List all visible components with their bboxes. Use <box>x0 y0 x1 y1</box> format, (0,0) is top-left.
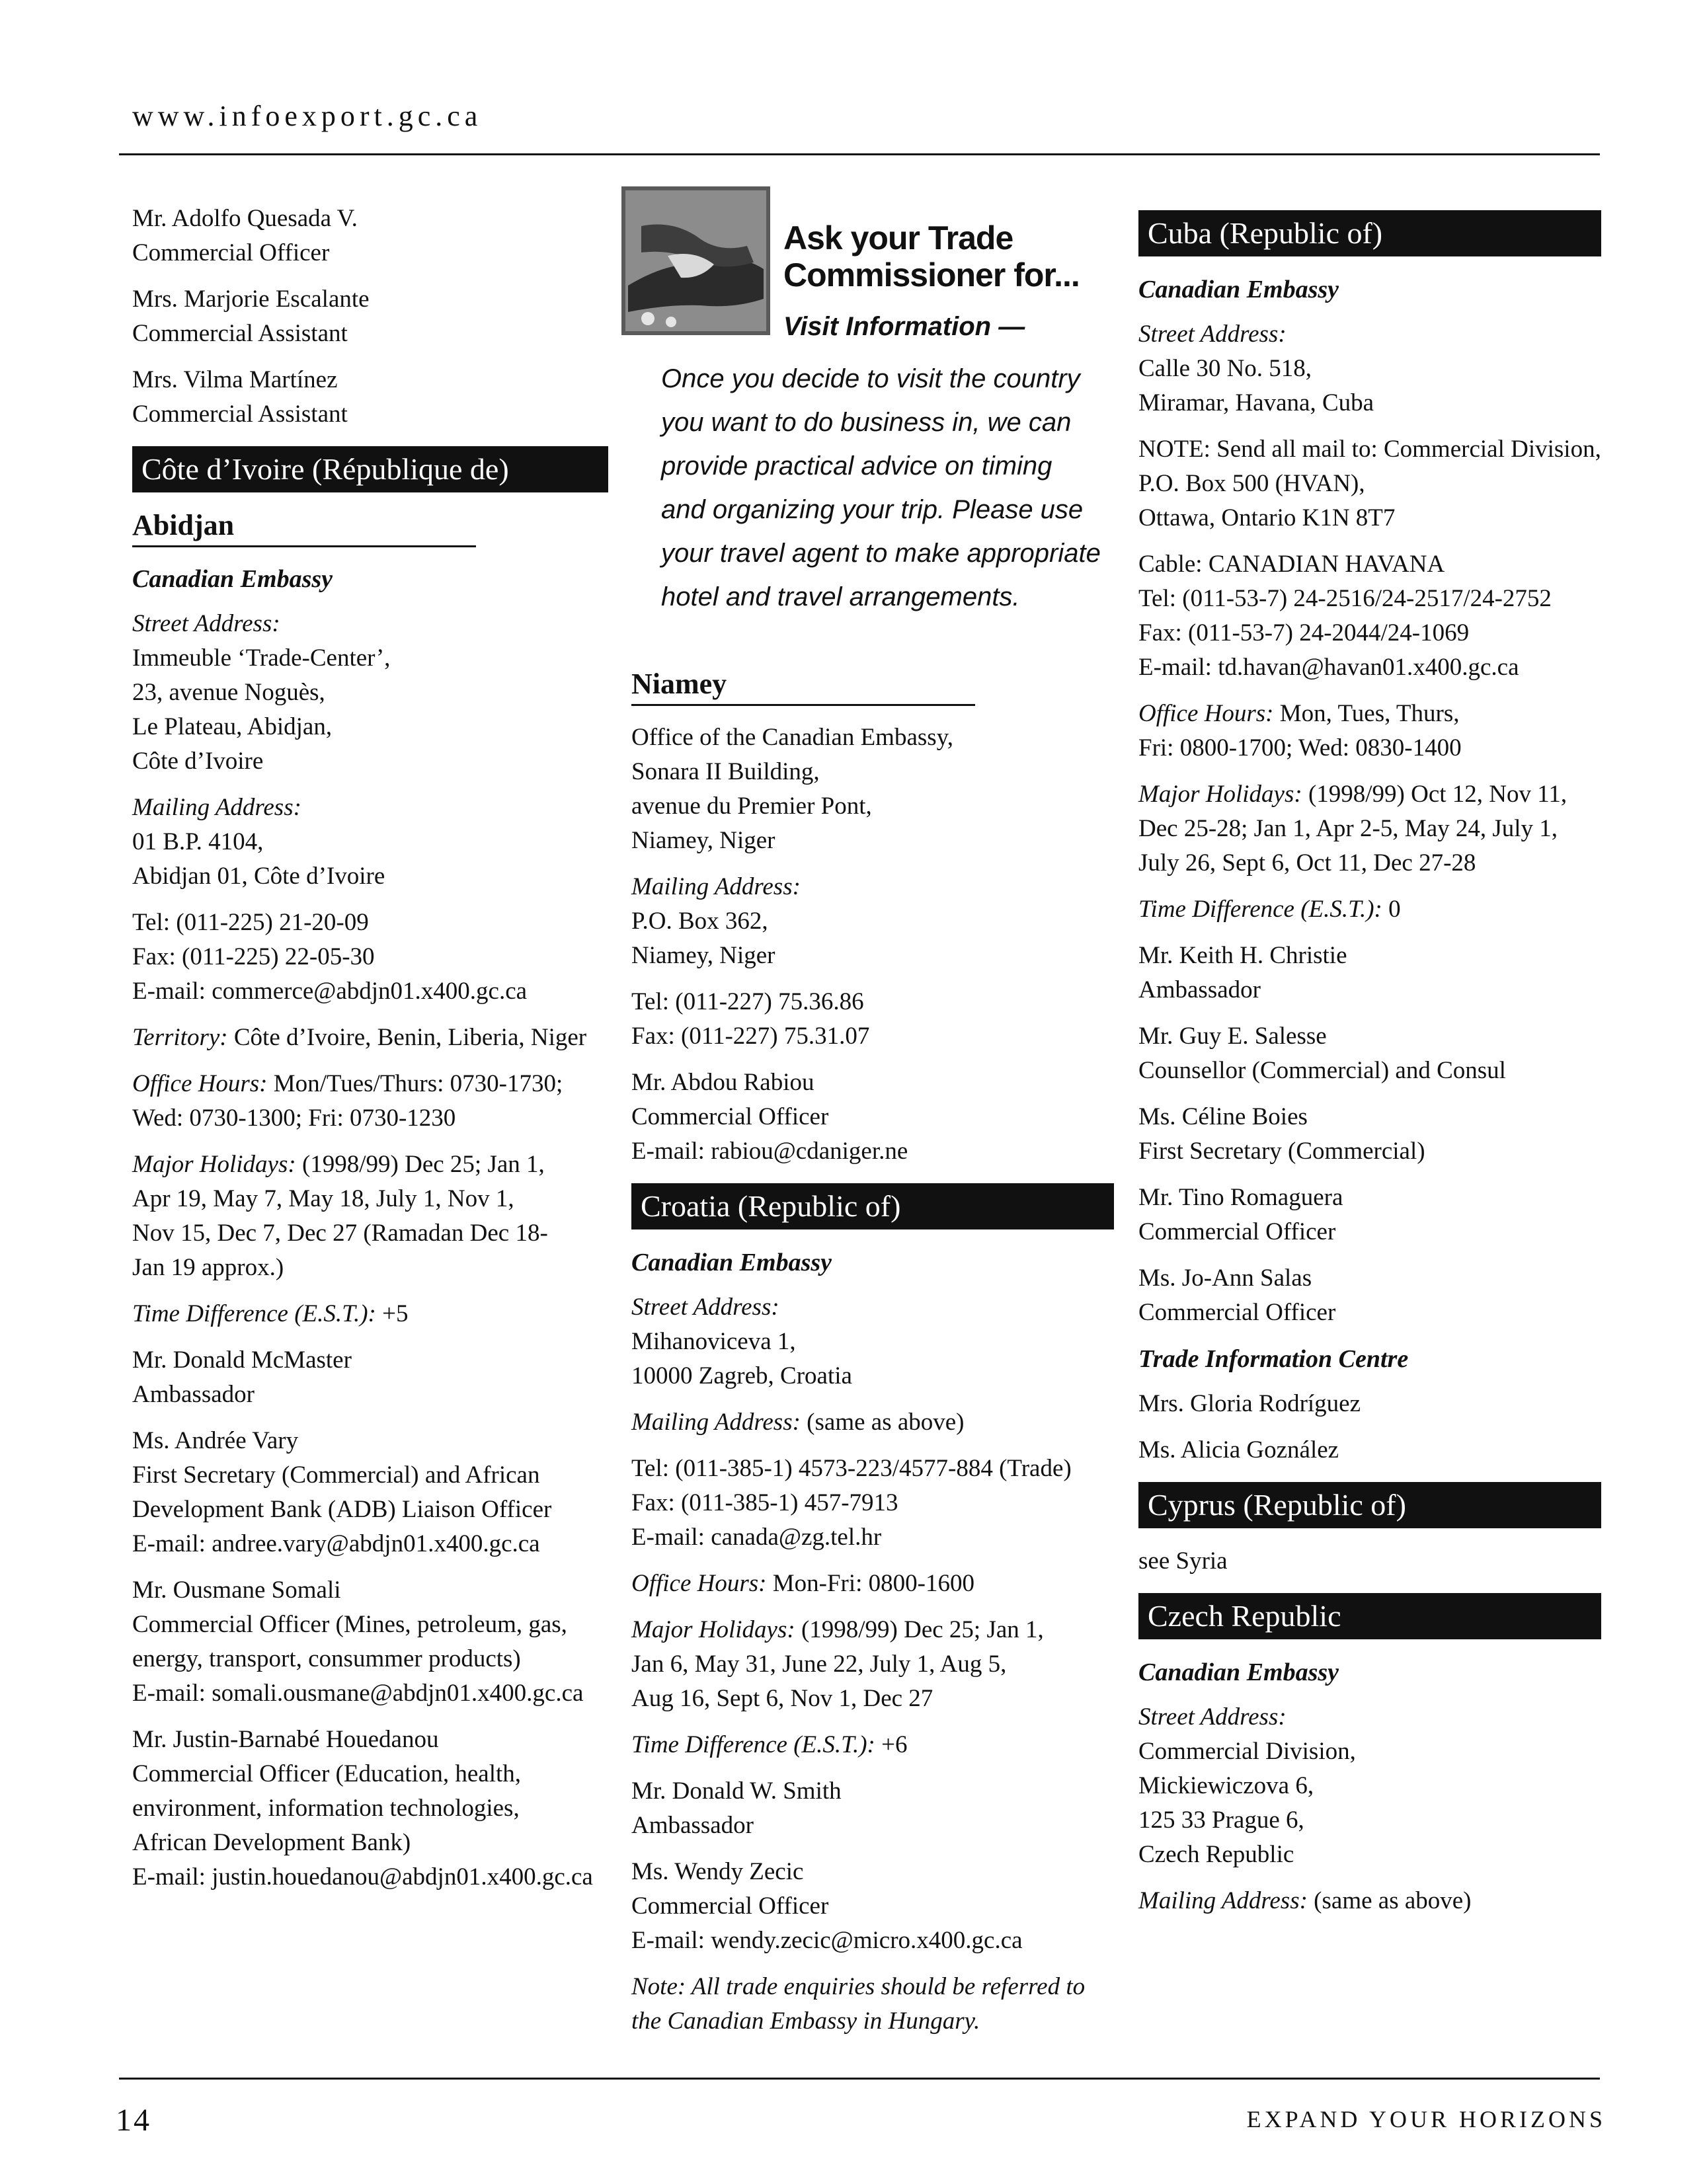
cable: Cable: CANADIAN HAVANA <box>1138 551 1445 578</box>
time-difference <box>631 1728 1114 1762</box>
contact-name: Mrs. Gloria Rodríguez <box>1138 1390 1361 1417</box>
mailing-address <box>631 1405 1114 1440</box>
street-address <box>132 607 608 779</box>
contact-name: Mrs. Vilma Martínez <box>132 366 338 393</box>
contact-block <box>1138 1019 1601 1088</box>
field-label: Time Difference (E.S.T.): <box>1138 896 1382 923</box>
contact-title: Ambassador <box>1138 976 1261 1003</box>
fax: Fax: (011-53-7) 24-2044/24-1069 <box>1138 619 1470 646</box>
contact-block <box>132 282 608 351</box>
contact-title: energy, transport, consummer products) <box>132 1645 521 1672</box>
hours-value: Mon/Tues/Thurs: 0730-1730; <box>273 1070 563 1097</box>
contact-block <box>132 202 608 270</box>
embassy-label: Canadian Embassy <box>132 565 333 593</box>
contact-info <box>631 985 1114 1054</box>
contact-info <box>132 906 608 1009</box>
field-label: Time Difference (E.S.T.): <box>132 1300 376 1327</box>
contact-block <box>132 1573 608 1711</box>
timediff-value: +5 <box>382 1300 409 1327</box>
contact-title: Commercial Officer (Education, health, <box>132 1760 522 1787</box>
territory-value: Côte d’Ivoire, Benin, Liberia, Niger <box>233 1024 587 1051</box>
holidays-value: Nov 15, Dec 7, Dec 27 (Ramadan Dec 18- <box>132 1220 548 1247</box>
contact-title: First Secretary (Commercial) <box>1138 1138 1425 1165</box>
contact-name: Mrs. Marjorie Escalante <box>132 286 370 313</box>
field-label: Street Address: <box>132 610 280 637</box>
contact-title: African Development Bank) <box>132 1829 411 1856</box>
contact-name: Ms. Céline Boies <box>1138 1103 1308 1130</box>
time-difference <box>132 1297 608 1331</box>
contact-block <box>1138 1181 1601 1249</box>
contact-info <box>1138 547 1601 685</box>
field-label: Time Difference (E.S.T.): <box>631 1731 875 1758</box>
contact-name: Ms. Andrée Vary <box>132 1427 299 1454</box>
contact-name: Mr. Justin-Barnabé Houedanou <box>132 1726 439 1753</box>
field-label: Street Address: <box>1138 321 1287 348</box>
address-line: Miramar, Havana, Cuba <box>1138 389 1374 416</box>
note-line: Note: All trade enquiries should be referred to <box>631 1973 1086 2000</box>
address-line: Immeuble ‘Trade-Center’, <box>132 644 391 672</box>
contact-title: Commercial Officer <box>1138 1299 1336 1326</box>
address-line: 01 B.P. 4104, <box>132 828 264 855</box>
tel: Tel: (011-227) 75.36.86 <box>631 988 864 1015</box>
handshake-icon <box>621 186 770 335</box>
contact-block <box>132 1723 608 1894</box>
holidays-value: July 26, Sept 6, Oct 11, Dec 27-28 <box>1138 849 1476 877</box>
contact-block <box>132 1424 608 1561</box>
tel: Tel: (011-225) 21-20-09 <box>132 909 369 936</box>
field-label: Mailing Address: <box>631 1409 801 1436</box>
timediff-value: +6 <box>881 1731 908 1758</box>
email: E-mail: andree.vary@abdjn01.x400.gc.ca <box>132 1530 540 1557</box>
address-line: avenue du Premier Pont, <box>631 793 872 820</box>
city-heading: Niamey <box>631 667 975 706</box>
footer-tagline: EXPAND YOUR HORIZONS <box>1246 2106 1606 2132</box>
promo-body <box>661 357 1104 619</box>
mail-note <box>1138 432 1601 535</box>
contact-block <box>1138 939 1601 1007</box>
contact-block <box>1138 1387 1601 1421</box>
contact-name: Mr. Guy E. Salesse <box>1138 1023 1327 1050</box>
address-line: Czech Republic <box>1138 1841 1294 1868</box>
contact-name: Mr. Abdou Rabiou <box>631 1069 814 1096</box>
page-number: 14 <box>116 2103 151 2138</box>
address-line: 10000 Zagreb, Croatia <box>631 1362 852 1389</box>
field-label: Office Hours: <box>132 1070 268 1097</box>
timediff-value: 0 <box>1388 896 1401 923</box>
promo-line: provide practical advice on timing <box>661 451 1052 481</box>
promo-subtitle: Visit Information — <box>783 312 1025 341</box>
contact-name: Ms. Alicia Goznález <box>1138 1436 1339 1463</box>
embassy-label: Canadian Embassy <box>1138 1658 1339 1686</box>
promo-line: Once you decide to visit the country <box>661 364 1080 393</box>
holidays-value: (1998/99) Oct 12, Nov 11, <box>1308 781 1567 808</box>
address-line: Niamey, Niger <box>631 827 775 854</box>
contact-block <box>631 1855 1114 1958</box>
contact-name: Mr. Tino Romaguera <box>1138 1184 1343 1211</box>
promo-title <box>783 219 1080 293</box>
email: E-mail: wendy.zecic@micro.x400.gc.ca <box>631 1927 1023 1954</box>
field-label: Street Address: <box>631 1294 779 1321</box>
contact-info <box>631 1452 1114 1555</box>
trade-note <box>631 1970 1114 2039</box>
contact-name: Mr. Keith H. Christie <box>1138 942 1347 969</box>
holidays-value: Dec 25-28; Jan 1, Apr 2-5, May 24, July 1, <box>1138 815 1558 842</box>
note-line: NOTE: Send all mail to: Commercial Division, <box>1138 436 1601 463</box>
mailing-address <box>631 870 1114 973</box>
contact-block <box>1138 1433 1601 1467</box>
mailing-address <box>1138 1884 1601 1918</box>
email: E-mail: somali.ousmane@abdjn01.x400.gc.ca <box>132 1680 584 1707</box>
hours-value: Mon, Tues, Thurs, <box>1279 700 1460 727</box>
address-line: 125 33 Prague 6, <box>1138 1807 1304 1834</box>
promo-line: you want to do business in, we can <box>661 408 1072 437</box>
promo-title-line: Ask your Trade <box>783 219 1013 256</box>
street-address <box>1138 317 1601 420</box>
contact-title: Development Bank (ADB) Liaison Officer <box>132 1496 552 1523</box>
country-header: Croatia (Republic of) <box>631 1183 1114 1229</box>
mailing-address <box>132 791 608 894</box>
trade-info-centre-label: Trade Information Centre <box>1138 1345 1409 1373</box>
address-line: (same as above) <box>807 1409 965 1436</box>
holidays-value: Jan 6, May 31, June 22, July 1, Aug 5, <box>631 1651 1007 1678</box>
field-label: Mailing Address: <box>132 794 301 821</box>
time-difference <box>1138 892 1601 927</box>
field-label: Territory: <box>132 1024 228 1051</box>
contact-block <box>631 1066 1114 1169</box>
city-heading: Abidjan <box>132 508 476 547</box>
holidays-value: Jan 19 approx.) <box>132 1254 284 1281</box>
address-line: Office of the Canadian Embassy, <box>631 724 954 751</box>
column-1 <box>132 202 608 1906</box>
address-line: Abidjan 01, Côte d’Ivoire <box>132 863 385 890</box>
note-line: the Canadian Embassy in Hungary. <box>631 2008 980 2035</box>
email: E-mail: canada@zg.tel.hr <box>631 1524 882 1551</box>
address-line: (same as above) <box>1314 1887 1472 1914</box>
holidays-value: (1998/99) Dec 25; Jan 1, <box>801 1616 1044 1643</box>
contact-title: Commercial Assistant <box>132 320 348 347</box>
column-3 <box>1138 210 1601 1930</box>
address-line: P.O. Box 362, <box>631 908 768 935</box>
contact-title: Counsellor (Commercial) and Consul <box>1138 1057 1506 1084</box>
email: E-mail: td.havan@havan01.x400.gc.ca <box>1138 654 1519 681</box>
office-hours <box>132 1067 608 1136</box>
holidays-value: (1998/99) Dec 25; Jan 1, <box>301 1151 545 1178</box>
contact-title: Ambassador <box>132 1381 255 1408</box>
promo-title-line: Commissioner for... <box>783 256 1080 293</box>
fax: Fax: (011-227) 75.31.07 <box>631 1023 870 1050</box>
address-line: Le Plateau, Abidjan, <box>132 713 333 740</box>
major-holidays <box>1138 777 1601 880</box>
contact-title: environment, information technologies, <box>132 1795 520 1822</box>
hours-value: Wed: 0730-1300; Fri: 0730-1230 <box>132 1105 456 1132</box>
territory <box>132 1021 608 1055</box>
email: E-mail: rabiou@cdaniger.ne <box>631 1138 908 1165</box>
contact-block <box>631 1774 1114 1843</box>
embassy-label: Canadian Embassy <box>631 1249 832 1276</box>
contact-title: Commercial Officer <box>631 1892 829 1920</box>
address-line: Mickiewiczova 6, <box>1138 1772 1314 1799</box>
address-line: Calle 30 No. 518, <box>1138 355 1312 382</box>
footer-rule <box>119 2078 1600 2080</box>
promo-line: your travel agent to make appropriate <box>661 539 1101 568</box>
field-label: Major Holidays: <box>132 1151 296 1178</box>
email: E-mail: commerce@abdjn01.x400.gc.ca <box>132 978 528 1005</box>
country-header: Cuba (Republic of) <box>1138 210 1601 256</box>
field-label: Office Hours: <box>631 1570 767 1597</box>
address-line: Côte d’Ivoire <box>132 748 264 775</box>
field-label: Street Address: <box>1138 1703 1287 1731</box>
contact-title: Commercial Officer <box>132 239 330 266</box>
tel: Tel: (011-53-7) 24-2516/24-2517/24-2752 <box>1138 585 1552 612</box>
contact-block <box>132 1343 608 1412</box>
contact-title: Commercial Officer <box>1138 1218 1336 1245</box>
tel: Tel: (011-385-1) 4573-223/4577-884 (Trade) <box>631 1455 1072 1482</box>
contact-block <box>132 363 608 432</box>
contact-title: First Secretary (Commercial) and African <box>132 1462 540 1489</box>
field-label: Mailing Address: <box>631 873 801 900</box>
contact-name: Mr. Adolfo Quesada V. <box>132 205 358 232</box>
country-header: Czech Republic <box>1138 1593 1601 1639</box>
promo-box <box>621 186 1104 616</box>
street-address <box>631 1290 1114 1393</box>
address-line: Sonara II Building, <box>631 758 820 785</box>
embassy-label: Canadian Embassy <box>1138 276 1339 303</box>
major-holidays <box>132 1148 608 1285</box>
field-label: Office Hours: <box>1138 700 1274 727</box>
promo-line: and organizing your trip. Please use <box>661 495 1084 524</box>
contact-title: Commercial Officer (Mines, petroleum, gas, <box>132 1611 567 1638</box>
note-line: Ottawa, Ontario K1N 8T7 <box>1138 504 1396 531</box>
address-line: Niamey, Niger <box>631 942 775 969</box>
contact-block <box>1138 1100 1601 1169</box>
country-header: Côte d’Ivoire (République de) <box>132 446 608 492</box>
hours-value: Mon-Fri: 0800-1600 <box>772 1570 974 1597</box>
address-line: Mihanoviceva 1, <box>631 1328 796 1355</box>
header-rule <box>119 153 1600 155</box>
column-2 <box>631 651 1114 2050</box>
contact-title: Ambassador <box>631 1812 754 1839</box>
contact-name: Ms. Wendy Zecic <box>631 1858 804 1885</box>
contact-title: Commercial Officer <box>631 1103 829 1130</box>
contact-name: Mr. Ousmane Somali <box>132 1577 341 1604</box>
office-hours <box>631 1567 1114 1601</box>
holidays-value: Apr 19, May 7, May 18, July 1, Nov 1, <box>132 1185 514 1212</box>
promo-line: hotel and travel arrangements. <box>661 582 1020 611</box>
country-header: Cyprus (Republic of) <box>1138 1482 1601 1528</box>
contact-title: Commercial Assistant <box>132 401 348 428</box>
fax: Fax: (011-385-1) 457-7913 <box>631 1489 898 1516</box>
contact-name: Mr. Donald McMaster <box>132 1346 352 1374</box>
email: E-mail: justin.houedanou@abdjn01.x400.gc.ca <box>132 1863 593 1891</box>
field-label: Major Holidays: <box>1138 781 1302 808</box>
office-hours <box>1138 697 1601 765</box>
field-label: Major Holidays: <box>631 1616 795 1643</box>
note-line: P.O. Box 500 (HVAN), <box>1138 470 1365 497</box>
contact-name: Mr. Donald W. Smith <box>631 1777 842 1805</box>
major-holidays <box>631 1613 1114 1716</box>
holidays-value: Aug 16, Sept 6, Nov 1, Dec 27 <box>631 1685 933 1712</box>
fax: Fax: (011-225) 22-05-30 <box>132 943 375 970</box>
cyprus-reference: see Syria <box>1138 1547 1228 1575</box>
field-label: Mailing Address: <box>1138 1887 1308 1914</box>
hours-value: Fri: 0800-1700; Wed: 0830-1400 <box>1138 734 1462 761</box>
site-url: www.infoexport.gc.ca <box>132 100 483 132</box>
office-address <box>631 721 1114 858</box>
contact-block <box>1138 1261 1601 1330</box>
address-line: 23, avenue Noguès, <box>132 679 325 706</box>
contact-name: Ms. Jo-Ann Salas <box>1138 1265 1312 1292</box>
street-address <box>1138 1700 1601 1872</box>
address-line: Commercial Division, <box>1138 1738 1356 1765</box>
